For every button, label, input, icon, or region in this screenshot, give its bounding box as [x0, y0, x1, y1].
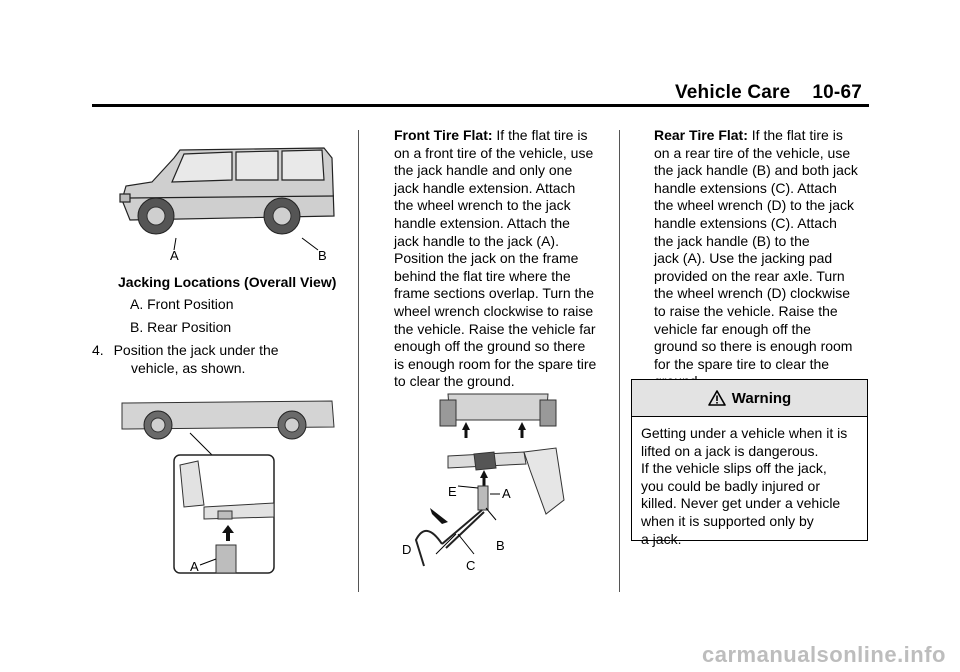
front-tire-line: jack handle extension. Attach	[394, 179, 576, 196]
warning-line: If the vehicle slips off the jack,	[641, 460, 827, 477]
watermark: carmanualsonline.info	[702, 642, 946, 667]
front-tire-heading: Front Tire Flat:	[394, 127, 493, 143]
rear-tire-line: handle extensions (C). Attach	[654, 214, 837, 231]
front-tire-line: to clear the ground.	[394, 373, 515, 390]
list-item-front: A. Front Position	[130, 296, 234, 312]
label-d: D	[402, 542, 412, 557]
jack-assembly-illustration	[396, 390, 608, 580]
warning-line: a jack.	[641, 530, 682, 547]
front-tire-line: the jack handle and only one	[394, 162, 573, 179]
front-tire-line: handle extension. Attach the	[394, 214, 570, 231]
step-text-line2: vehicle, as shown.	[131, 359, 246, 376]
page-header	[675, 82, 862, 104]
warning-header	[632, 380, 867, 417]
front-tire-line: is enough room for the spare tire	[394, 355, 597, 372]
front-tire-paragraph	[394, 127, 614, 391]
warning-line: lifted on a jack is dangerous.	[641, 442, 819, 459]
warning-line: when it is supported only by	[641, 512, 814, 529]
label-c: C	[466, 558, 476, 573]
rear-tire-line: the jack handle (B) and both jack	[654, 162, 858, 179]
front-tire-line: wheel wrench clockwise to raise	[394, 302, 594, 319]
rear-tire-line: provided on the rear axle. Turn	[654, 267, 845, 284]
label-a: A	[170, 248, 179, 263]
front-tire-line: If the flat tire is	[492, 127, 588, 143]
front-tire-line: Position the jack on the frame	[394, 250, 579, 267]
warning-line: you could be badly injured or	[641, 477, 821, 494]
warning-line: killed. Never get under a vehicle	[641, 495, 841, 512]
rear-tire-line: to raise the vehicle. Raise the	[654, 302, 838, 319]
rear-tire-line: If the flat tire is	[747, 127, 843, 143]
header-rule	[92, 104, 869, 107]
front-tire-line: the vehicle. Raise the vehicle far	[394, 320, 596, 337]
warning-triangle-icon	[708, 390, 726, 406]
rear-tire-line: ground so there is enough room	[654, 338, 853, 355]
step-text-line1: Position the jack under the	[113, 342, 279, 358]
rear-tire-paragraph	[654, 127, 874, 391]
column-divider-left	[358, 130, 359, 592]
front-tire-line: behind the flat tire where the	[394, 267, 571, 284]
rear-tire-line: jack (A). Use the jacking pad	[654, 250, 833, 267]
label-e: E	[448, 484, 457, 499]
rear-tire-line: handle extensions (C). Attach	[654, 179, 837, 196]
label-b: B	[318, 248, 327, 263]
jack-position-illustration	[118, 395, 340, 577]
list-item-rear: B. Rear Position	[130, 319, 232, 335]
column-divider-right	[619, 130, 620, 592]
rear-tire-line: vehicle far enough off the	[654, 320, 811, 337]
warning-line: Getting under a vehicle when it is	[641, 425, 848, 441]
section-title: Vehicle Care	[674, 82, 791, 103]
front-tire-line: the wheel wrench to the jack	[394, 197, 571, 214]
label-a: A	[502, 486, 511, 501]
front-tire-line: frame sections overlap. Turn the	[394, 285, 594, 302]
rear-tire-line: on a rear tire of the vehicle, use	[654, 144, 851, 161]
page-number: 10-67	[812, 82, 862, 103]
front-tire-line: on a front tire of the vehicle, use	[394, 144, 594, 161]
rear-tire-line: the wheel wrench (D) to the jack	[654, 197, 854, 214]
suv-side-view-illustration	[112, 138, 340, 266]
rear-tire-line: for the spare tire to clear the	[654, 355, 830, 372]
rear-tire-line: the wheel wrench (D) clockwise	[654, 285, 851, 302]
front-tire-line: jack handle to the jack (A).	[394, 232, 559, 249]
warning-box	[631, 379, 868, 547]
label-a: A	[190, 559, 199, 574]
front-tire-line: enough off the ground so there	[394, 338, 586, 355]
warning-body	[632, 417, 867, 548]
rear-tire-heading: Rear Tire Flat:	[654, 127, 748, 143]
label-b: B	[496, 538, 505, 553]
step-number: 4.	[92, 342, 104, 358]
rear-tire-line: the jack handle (B) to the	[654, 232, 810, 249]
warning-title: Warning	[731, 389, 792, 407]
figure-caption: Jacking Locations (Overall View)	[118, 274, 337, 290]
step-4	[92, 342, 279, 377]
